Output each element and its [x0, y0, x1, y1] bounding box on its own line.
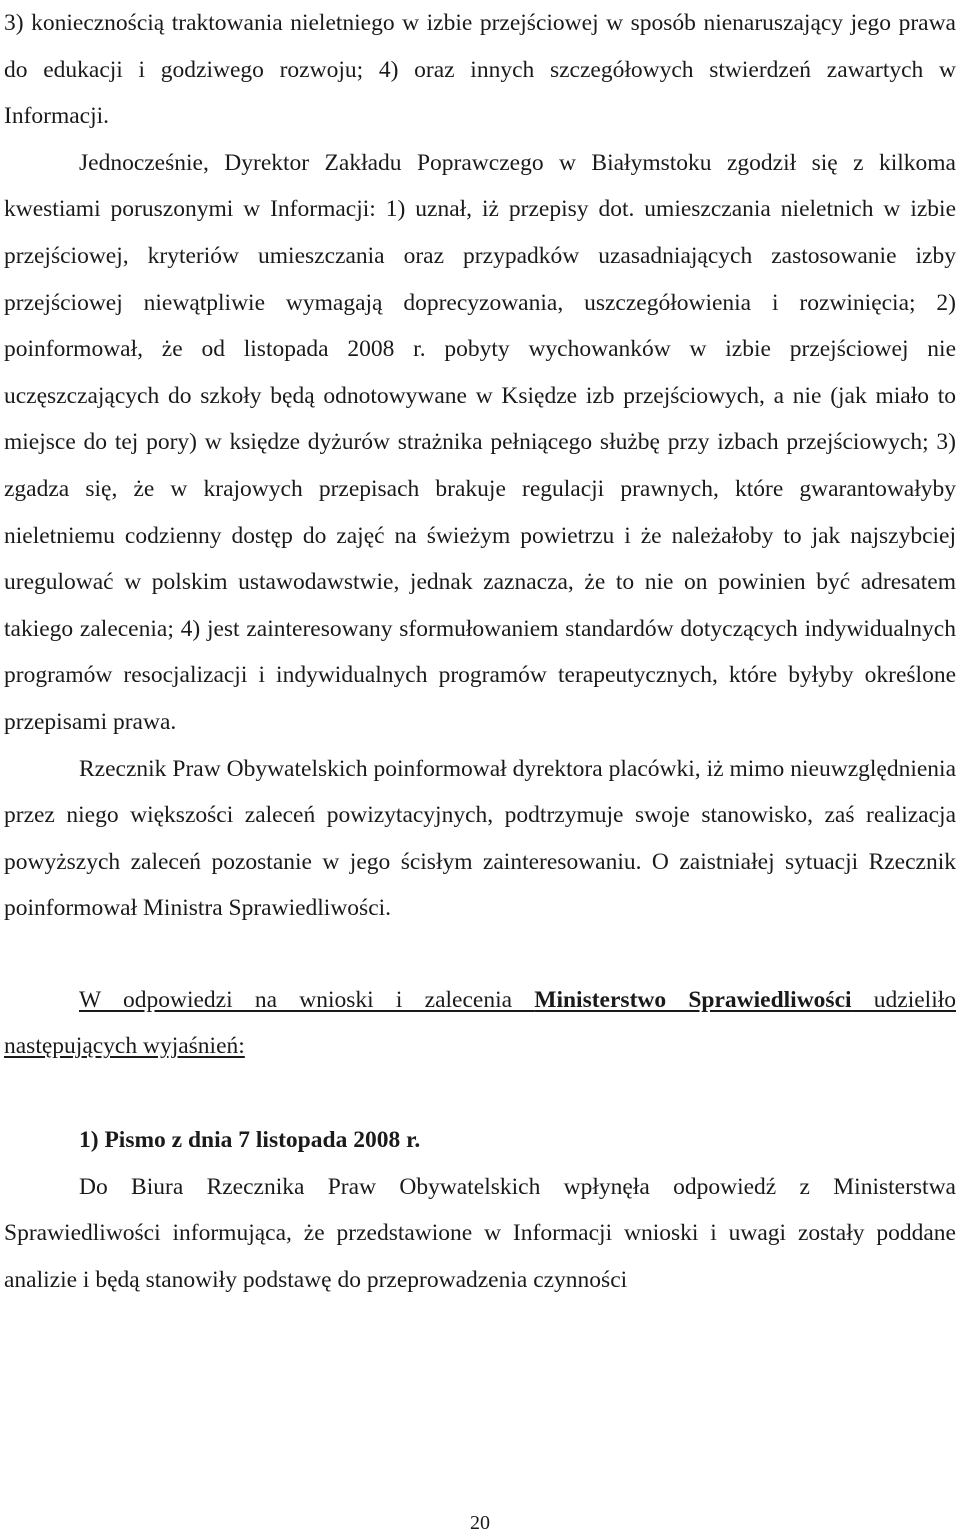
page-number: 20 [470, 1512, 490, 1534]
intro-ministry-name: Ministerstwo Sprawiedliwości [534, 986, 852, 1013]
paragraph-ministry-intro [4, 977, 956, 1070]
intro-text-end: udzieliło następujących wyjaśnień: [4, 986, 956, 1060]
section-heading: 1) Pismo z dnia 7 listopada 2008 r. [79, 1127, 421, 1154]
paragraph-ministry-reply: Do Biura Rzecznika Praw Obywatelskich wpłynęła odpowiedź z Ministerstwa Sprawiedliwości informująca, że przedstawione w Informacji wnioski i uwagi zostały poddane analizie i będą stanowiły podstawę do przeprowadzenia czynności [4, 1173, 956, 1293]
intro-text-start: W odpowiedzi na wnioski i zalecenia [79, 986, 535, 1013]
paragraph-continuation: 3) koniecznością traktowania nieletniego w izbie przejściowej w sposób nienaruszający jego prawa do edukacji i godziwego rozwoju; 4) oraz innych szczegółowych stwierdzeń zawartych w Informacji. [4, 10, 956, 130]
document-page [4, 0, 956, 1303]
paragraph-director-agreement: Jednocześnie, Dyrektor Zakładu Poprawczego w Białymstoku zgodził się z kilkoma kwestiami poruszonymi w Informacji: 1) uznał, iż przepisy dot. umieszczania nieletnich w izbie przejściowej, kryteriów umieszczania oraz przypadków uzasadniających zastosowanie izby przejściowej niewątpliwie wymagają doprecyzowania, uszczegółowienia i rozwinięcia; 2) poinformował, że od listopada 2008 r. pobyty wychowanków w izbie przejściowej nie uczęszczających do szkoły będą odnotowywane w Księdze izb przejściowych, a nie (jak miało to miejsce do tej pory) w księdze dyżurów strażnika pełniącego służbę przy izbach przejściowych; 3) zgadza się, że w krajowych przepisach brakuje regulacji prawnych, które gwarantowałyby nieletniemu codzienny dostęp do zajęć na świeżym powietrzu i że należałoby to jak najszybciej uregulować w polskim ustawodawstwie, jednak zaznacza, że to nie on powinien być adresatem takiego zalecenia; 4) jest zainteresowany sformułowaniem standardów dotyczących indywidualnych programów resocjalizacji i indywidualnych programów terapeutycznych, które byłyby określone przepisami prawa. [4, 149, 956, 735]
paragraph-ombudsman-response: Rzecznik Praw Obywatelskich poinformował dyrektora placówki, iż mimo nieuwzględnienia przez niego większości zaleceń powizytacyjnych, podtrzymuje swoje stanowisko, zaś realizacja powyższych zaleceń pozostanie w jego ścisłym zainteresowaniu. O zaistniałej sytuacji Rzecznik poinformował Ministra Sprawiedliwości. [4, 755, 956, 922]
